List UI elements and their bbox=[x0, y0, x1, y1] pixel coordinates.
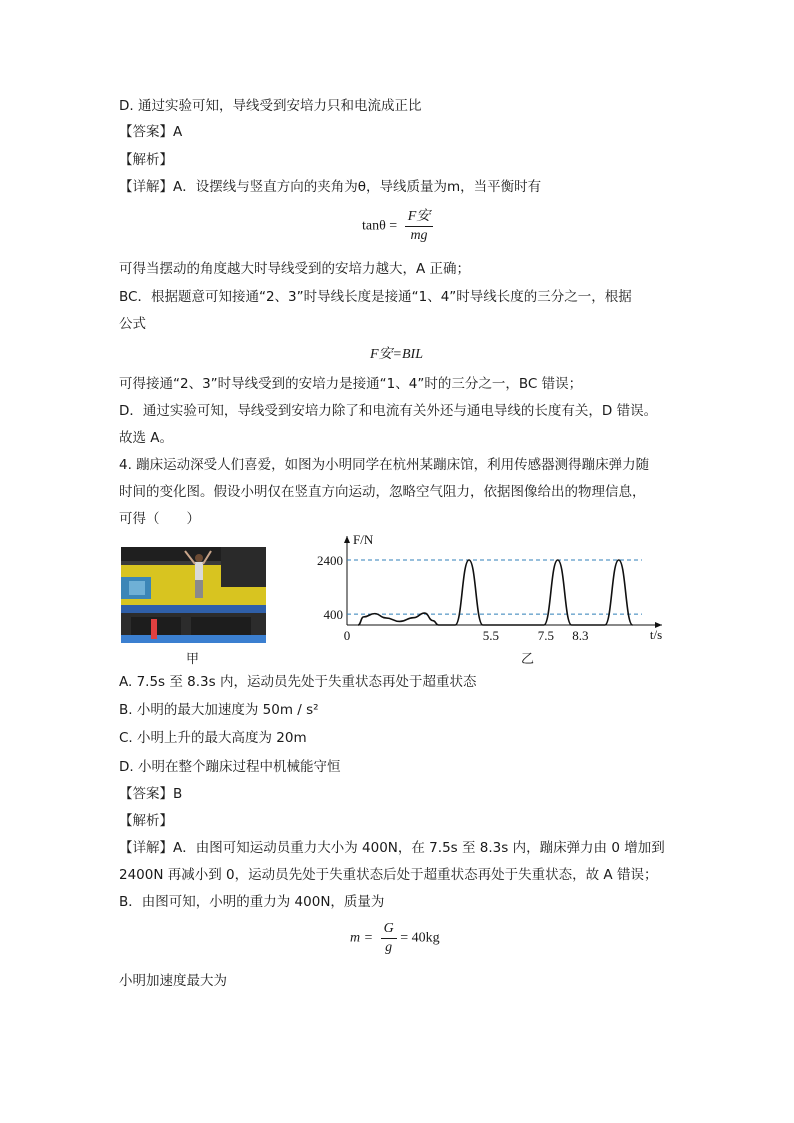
x-tick-label: 5.5 bbox=[482, 628, 499, 643]
question-4-line: 时间的变化图。假设小明仅在竖直方向运动，忽略空气阻力，依据图像给出的物理信息， bbox=[119, 484, 646, 500]
equation-fraction bbox=[381, 921, 397, 956]
question-4-line: 4. 蹦床运动深受人们喜爱，如图为小明同学在杭州某蹦床馆，利用传感器测得蹦床弹力随 bbox=[119, 457, 650, 473]
equation-mass bbox=[350, 921, 440, 956]
question-4-line: 可得（ ） bbox=[119, 511, 200, 527]
photo-caption: 甲 bbox=[186, 652, 200, 667]
text-line: BC．根据题意可知接通“2、3”时导线长度是接通“1、4”时导线长度的三分之一，根据 bbox=[119, 289, 632, 305]
equation-force: F安=BIL bbox=[370, 347, 423, 362]
option-b: B. 小明的最大加速度为 50m / s² bbox=[119, 702, 319, 718]
chart-caption: 乙 bbox=[521, 652, 535, 667]
equation-tan bbox=[362, 209, 433, 244]
analysis-label: 【解析】 bbox=[119, 152, 173, 168]
y-tick-label: 400 bbox=[323, 607, 343, 623]
equation-lhs: m = bbox=[350, 930, 374, 946]
text-line: D．通过实验可知，导线受到安培力除了和电流有关外还与通电导线的长度有关，D 错误。 bbox=[119, 403, 658, 419]
x-tick-label: 8.3 bbox=[572, 628, 589, 643]
detail-line: B．由图可知，小明的重力为 400N，质量为 bbox=[119, 894, 385, 910]
text-line: 可得当摆动的角度越大时导线受到的安培力越大，A 正确； bbox=[119, 261, 471, 277]
text-line: 小明加速度最大为 bbox=[119, 973, 227, 989]
x-tick-label: 7.5 bbox=[537, 628, 554, 643]
option-c: C. 小明上升的最大高度为 20m bbox=[119, 730, 307, 746]
text-line: 故选 A。 bbox=[119, 430, 174, 446]
detail-line: 【详解】A．由图可知运动员重力大小为 400N，在 7.5s 至 8.3s 内，蹦床弹力由 0 增加到 bbox=[119, 840, 665, 856]
equation-denominator: g bbox=[385, 940, 393, 955]
y-axis-arrow bbox=[344, 536, 350, 543]
detail-line: 【详解】A．设摆线与竖直方向的夹角为θ，导线质量为m，当平衡时有 bbox=[119, 179, 542, 195]
answer-label: 【答案】B bbox=[119, 786, 183, 802]
y-tick-label: 2400 bbox=[317, 553, 343, 568]
x-axis-label: t/s bbox=[649, 627, 663, 642]
option-a: A. 7.5s 至 8.3s 内，运动员先处于失重状态再处于超重状态 bbox=[119, 674, 477, 690]
force-curve bbox=[358, 560, 633, 625]
answer-label: 【答案】A bbox=[119, 124, 183, 140]
equation-denominator: mg bbox=[410, 228, 428, 243]
equation-rhs: = 40kg bbox=[400, 930, 440, 946]
detail-line: 2400N 再减小到 0，运动员先处于失重状态后处于超重状态再处于失重状态，故 A 错误； bbox=[119, 867, 658, 883]
origin-label: 0 bbox=[343, 628, 351, 643]
option-d-text: D. 通过实验可知，导线受到安培力只和电流成正比 bbox=[119, 98, 422, 114]
option-d: D. 小明在整个蹦床过程中机械能守恒 bbox=[119, 759, 341, 775]
force-time-chart bbox=[300, 528, 680, 668]
trampoline-photo bbox=[121, 547, 266, 643]
equation-numerator: F安 bbox=[405, 209, 434, 227]
equation-numerator: G bbox=[381, 921, 397, 939]
equation-fraction bbox=[405, 209, 434, 244]
text-line: 可得接通“2、3”时导线受到的安培力是接通“1、4”时的三分之一，BC 错误； bbox=[119, 376, 583, 392]
analysis-label: 【解析】 bbox=[119, 813, 173, 829]
y-axis-label: F/N bbox=[353, 532, 374, 547]
text-line: 公式 bbox=[119, 316, 146, 332]
equation-lhs: tanθ = bbox=[362, 218, 398, 234]
